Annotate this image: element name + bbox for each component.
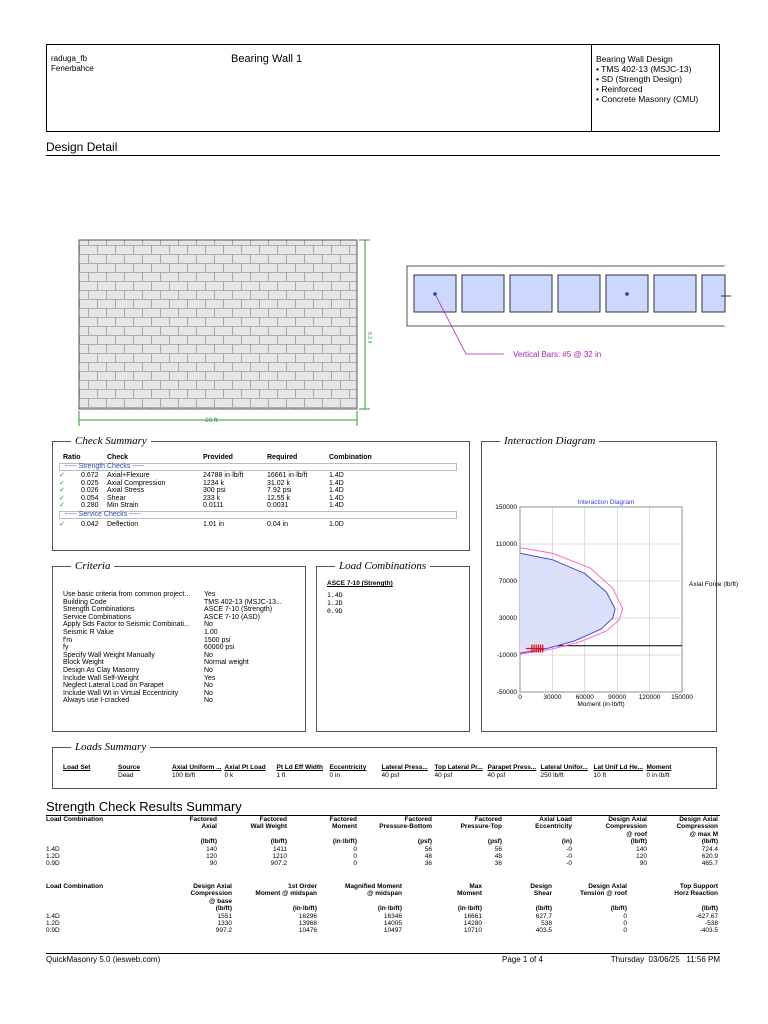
col-check: Check (107, 454, 129, 461)
criteria-row: Design As Clay Masonry No (63, 666, 213, 674)
check-icon: ✓ (59, 502, 65, 510)
combination-heading: ASCE 7-10 (Strength) (327, 580, 393, 587)
combination-item: 1.4D (327, 591, 343, 599)
check-icon: ✓ (59, 479, 65, 487)
x-tick-label: 90000 (608, 694, 627, 701)
check-icon: ✓ (59, 521, 65, 528)
col-ratio: Ratio (63, 454, 81, 461)
results-header-row: Compression Moment @ midspan @ midspan Moment Shear Tension @ roof Horz Reaction (190, 890, 718, 898)
x-tick-label: 60000 (575, 694, 594, 701)
criteria-row: Block Weight Normal weight (63, 659, 249, 667)
col-combination: Combination (329, 454, 372, 461)
footer-page: Page 1 of 4 (502, 955, 543, 964)
y-tick-label: 30000 (498, 615, 517, 622)
check-row: ✓ 0.054 Shear 233 k 12.55 k 1.4D (59, 494, 344, 502)
results-units-row: (lb/ft) (in·lb/ft) (in·lb/ft) (in·lb/ft) (lb/ft) (lb/ft) (lb/ft) (215, 905, 718, 913)
interaction-panel (481, 435, 739, 732)
height-label: 8.3 ft (366, 332, 372, 344)
criteria-row: Always use I-cracked No (63, 697, 213, 705)
interaction-title: Interaction Diagram (500, 435, 599, 447)
criteria-title: Criteria (71, 560, 114, 572)
check-icon: ✓ (59, 494, 65, 502)
results-header-row: @ roof @ max M (626, 830, 718, 838)
results-header-row: Axial Wall Weight Moment Pressure-Bottom Pressure-Top Eccentricity Compression Compression (201, 823, 718, 831)
width-label: 20 ft (205, 417, 218, 424)
heading-rule (46, 155, 720, 156)
x-axis-label: Moment (in·lb/ft) (577, 701, 625, 708)
criteria-row: Specify Wall Weight Manually No (63, 651, 213, 659)
criteria-row: Include Wall Self-Weight Yes (63, 674, 216, 682)
results-row: 1.2D 1330 13968 14005 14280 538 0 -538 (46, 920, 718, 928)
results-row: 0.9D 90 907.2 0 36 36 -0 90 465.7 (46, 860, 718, 868)
y-axis-label: Axial Force (lb/ft) (689, 581, 739, 588)
combination-item: 1.2D (327, 599, 343, 607)
results-row: 0.9D 997.2 10476 10497 10710 403.5 0 -403.5 (46, 927, 718, 935)
check-icon: ✓ (59, 487, 65, 495)
load-combinations-panel (316, 560, 470, 732)
strength-rows (59, 472, 344, 510)
criteria-row: Apply Sds Factor to Seismic Combinati... No (63, 621, 213, 629)
results-row: 1.4D 1551 16296 16346 16661 627.7 0 -627.67 (46, 912, 718, 920)
check-row: ✓ 0.026 Axial Stress 300 psi 7.92 psi 1.4D (59, 487, 344, 495)
design-detail-heading: Design Detail (46, 140, 118, 154)
check-row: ✓ 0.025 Axial Compression 1234 k 31.02 k 1.4D (59, 479, 344, 487)
user-name: raduga_fb (51, 54, 88, 63)
results-table-2 (46, 883, 720, 935)
loads-header-row: Load Set Source Axial Uniform ... Axial Pt Load Pt Ld Eff Width Eccentricity Lateral Press... Top Lateral Pr... Parapet Press... Lateral Unifor... Lat Unif Ld He... Moment (63, 764, 672, 771)
y-tick-label: 150000 (495, 504, 517, 511)
y-tick-label: 70000 (498, 578, 517, 585)
check-row: ✓ 0.042 Deflection 1.01 in 0.04 in 1.0D (59, 521, 344, 528)
loads-summary-panel (52, 741, 717, 789)
criteria-row: Strength Combinations ASCE 7-10 (Strength) (63, 606, 273, 614)
check-row: ✓ 0.280 Min Strain 0.0111 0.0031 1.4D (59, 502, 344, 510)
chart-title: Interaction Diagram (577, 499, 635, 506)
results-header-row: @ base (209, 897, 232, 905)
report-header (46, 44, 720, 132)
results-row: 1.4D 140 1411 0 56 56 -0 140 724.4 (46, 845, 718, 853)
x-tick-label: 120000 (638, 694, 661, 701)
results-row: 1.2D 120 1210 0 48 48 -0 120 620.9 (46, 853, 718, 861)
criteria-table (63, 591, 282, 705)
criteria-row: Service Combinations ASCE 7-10 (ASD) (63, 613, 261, 621)
x-tick-label: 30000 (543, 694, 562, 701)
design-item: • TMS 402-13 (MSJC-13) (596, 64, 692, 74)
criteria-row: fy 60000 psi (63, 644, 235, 652)
y-tick-label: 110000 (495, 541, 517, 548)
combination-item: 0.9D (327, 607, 343, 615)
wall-section (405, 260, 735, 370)
criteria-row: Include Wall Wt in Virtual Eccentricity No (63, 689, 213, 697)
footer-date: Thursday 03/06/25 11:56 PM (610, 955, 720, 964)
service-rows (59, 521, 344, 529)
x-tick-label: 0 (518, 694, 522, 701)
rebar-label: Vertical Bars: #5 @ 32 in (513, 350, 602, 359)
results-units-row: (lb/ft) (lb/ft) (in·lb/ft) (psf) (psf) (in) (lb/ft) (lb/ft) (200, 838, 718, 846)
criteria-row: Use basic criteria from common project... Yes (63, 591, 216, 598)
design-item: • SD (Strength Design) (596, 74, 683, 84)
footer-app: QuickMasonry 5.0 (iesweb.com) (46, 955, 161, 964)
interaction-chart (482, 442, 768, 742)
wall-elevation (70, 236, 380, 436)
results-header-row: Load Combination Factored Factored Factored Factored Factored Axial Load Design Axial Design Axial (46, 816, 718, 823)
rebar-dot (625, 292, 629, 296)
combination-list (327, 591, 343, 615)
x-tick-label: 150000 (671, 694, 693, 701)
loads-table (63, 764, 674, 780)
criteria-row: Neglect Lateral Load on Parapet No (63, 682, 213, 690)
loads-row: Dead 100 lb/ft 0 k 1 ft 0 in 40 psf 40 psf 40 psf 250 lb/ft 10 ft 0 in·lb/ft (118, 772, 670, 779)
col-required: Required (267, 454, 298, 461)
design-title: Bearing Wall Design (596, 54, 673, 64)
design-item: • Reinforced (596, 84, 643, 94)
check-summary-title: Check Summary (71, 435, 151, 447)
loads-summary-title: Loads Summary (71, 741, 150, 753)
wall-title: Bearing Wall 1 (231, 53, 303, 65)
criteria-row: Seismic R Value 1.00 (63, 628, 218, 636)
check-row: ✓ 0.672 Axial+Flexure 24788 in·lb/ft 16661 in·lb/ft 1.4D (59, 472, 344, 479)
company-name: Fenerbahce (51, 64, 94, 73)
check-icon: ✓ (59, 472, 65, 479)
design-item: • Concrete Masonry (CMU) (596, 94, 699, 104)
check-summary-panel (52, 435, 470, 551)
results-heading: Strength Check Results Summary (46, 799, 242, 814)
strength-group-label: ----- Strength Checks ----- (65, 463, 144, 470)
results-table-1 (46, 816, 720, 868)
load-combinations-title: Load Combinations (335, 560, 430, 572)
y-tick-label: -50000 (496, 689, 517, 696)
design-info (596, 54, 698, 104)
masonry-wall (79, 240, 357, 409)
criteria-row: Building Code TMS 402-13 (MSJC-13... (63, 598, 282, 606)
criteria-panel (52, 560, 306, 732)
results-header-row: Load Combination Design Axial 1st Order Magnified Moment Max Design Design Axial Top Support (46, 883, 718, 890)
service-group-label: ----- Service Checks ----- (65, 511, 141, 518)
criteria-row: f'm 1500 psi (63, 636, 231, 644)
col-provided: Provided (203, 454, 233, 461)
y-tick-label: -10000 (496, 652, 517, 659)
